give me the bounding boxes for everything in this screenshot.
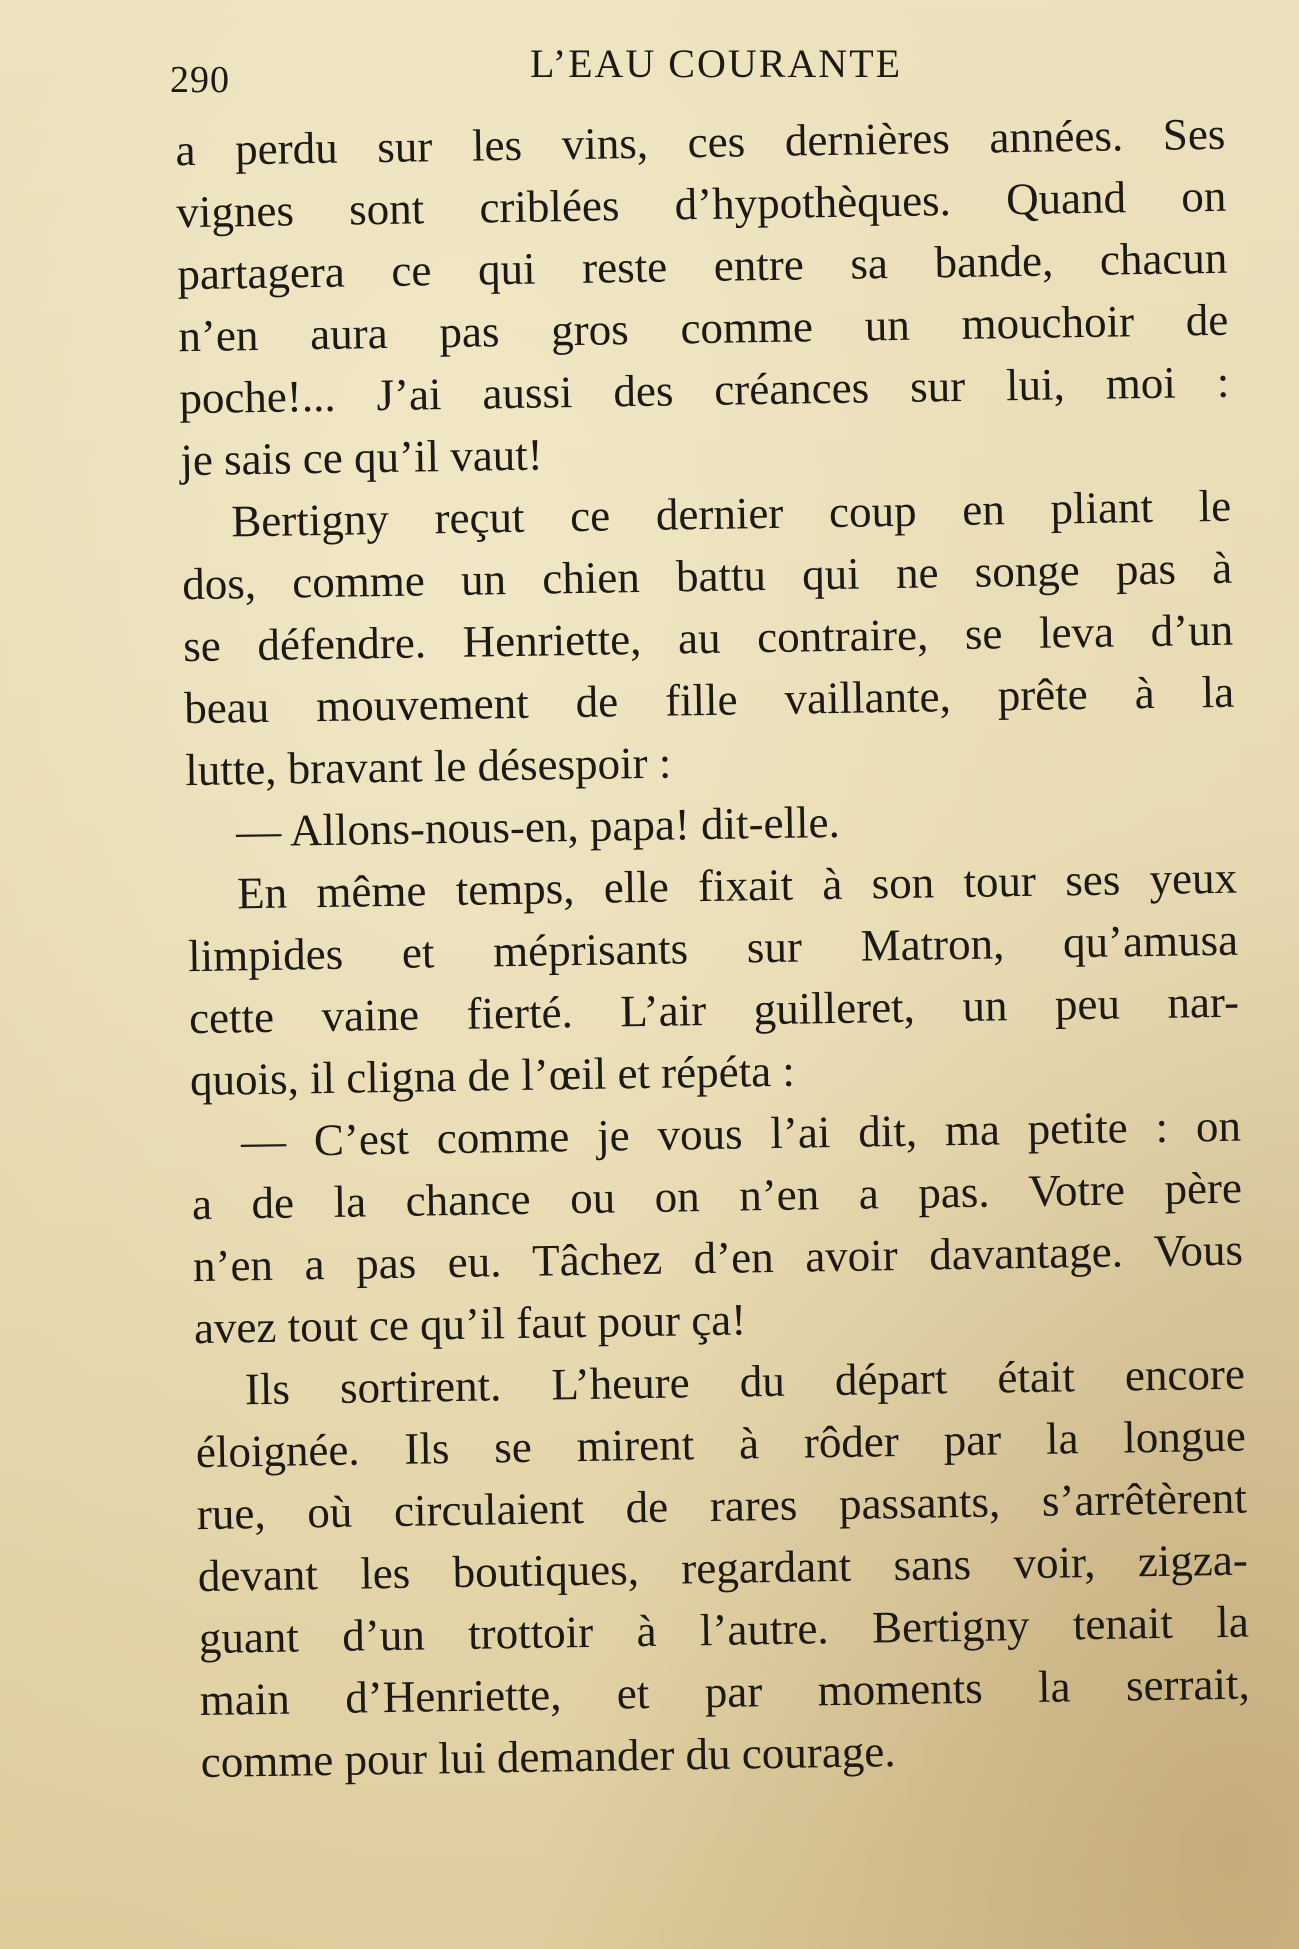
text-line: éloignée. Ils se mirent à rôder par la longue [195,1410,1247,1478]
page-number: 290 [170,59,230,101]
text-line: poche!... J’ai aussi des créances sur lui, moi : [178,356,1230,424]
text-line: a de la chance ou on n’en a pas. Votre père [191,1162,1243,1230]
text-line: main d’Henriette, et par moments la serrait, [199,1658,1251,1726]
text-line: se défendre. Henriette, au contraire, se leva d’un [182,604,1234,672]
body-text [0,102,1299,1788]
text-line: — Allons-nous-en, papa! dit-elle. [235,796,841,857]
running-head [0,40,1299,100]
text-line: avez tout ce qu’il faut pour ça! [193,1294,747,1354]
text-line: beau mouvement de fille vaillante, prête à la [183,666,1235,734]
text-line: vignes sont criblées d’hypothèques. Quand on [176,170,1227,238]
text-line: Ils sortirent. L’heure du départ était encore [244,1348,1246,1415]
text-line: partagera ce qui reste entre sa bande, chacun [177,232,1228,300]
text-line: En même temps, elle fixait à son tour ses yeux [236,852,1238,919]
text-line: rue, où circulaient de rares passants, s’arrêtèrent [196,1472,1248,1540]
text-line: dos, comme un chien battu qui ne songe pas à [181,542,1233,610]
text-line: comme pour lui demander du courage. [200,1726,896,1788]
text-line: guant d’un trottoir à l’autre. Bertigny tenait la [198,1596,1250,1664]
text-line: cette vaine fierté. L’air guilleret, un peu nar- [188,976,1240,1044]
text-line: lutte, bravant le désespoir : [184,737,672,796]
text-line: n’en aura pas gros comme un mouchoir de [177,294,1229,362]
text-line: Bertigny reçut ce dernier coup en pliant le [230,480,1232,547]
running-title: L’EAU COURANTE [530,41,903,86]
text-line: quois, il cligna de l’œil et répéta : [189,1045,796,1106]
text-line: limpides et méprisants sur Matron, qu’amusa [187,914,1239,982]
text-line: — C’est comme je vous l’ai dit, ma petite : on [240,1100,1242,1167]
text-line: a perdu sur les vins, ces dernières années. Ses [175,108,1226,176]
text-line: devant les boutiques, regardant sans voir, zigza- [197,1534,1249,1602]
text-line: je sais ce qu’il vaut! [179,429,544,486]
text-line: n’en a pas eu. Tâchez d’en avoir davantage. Vous [192,1224,1244,1292]
